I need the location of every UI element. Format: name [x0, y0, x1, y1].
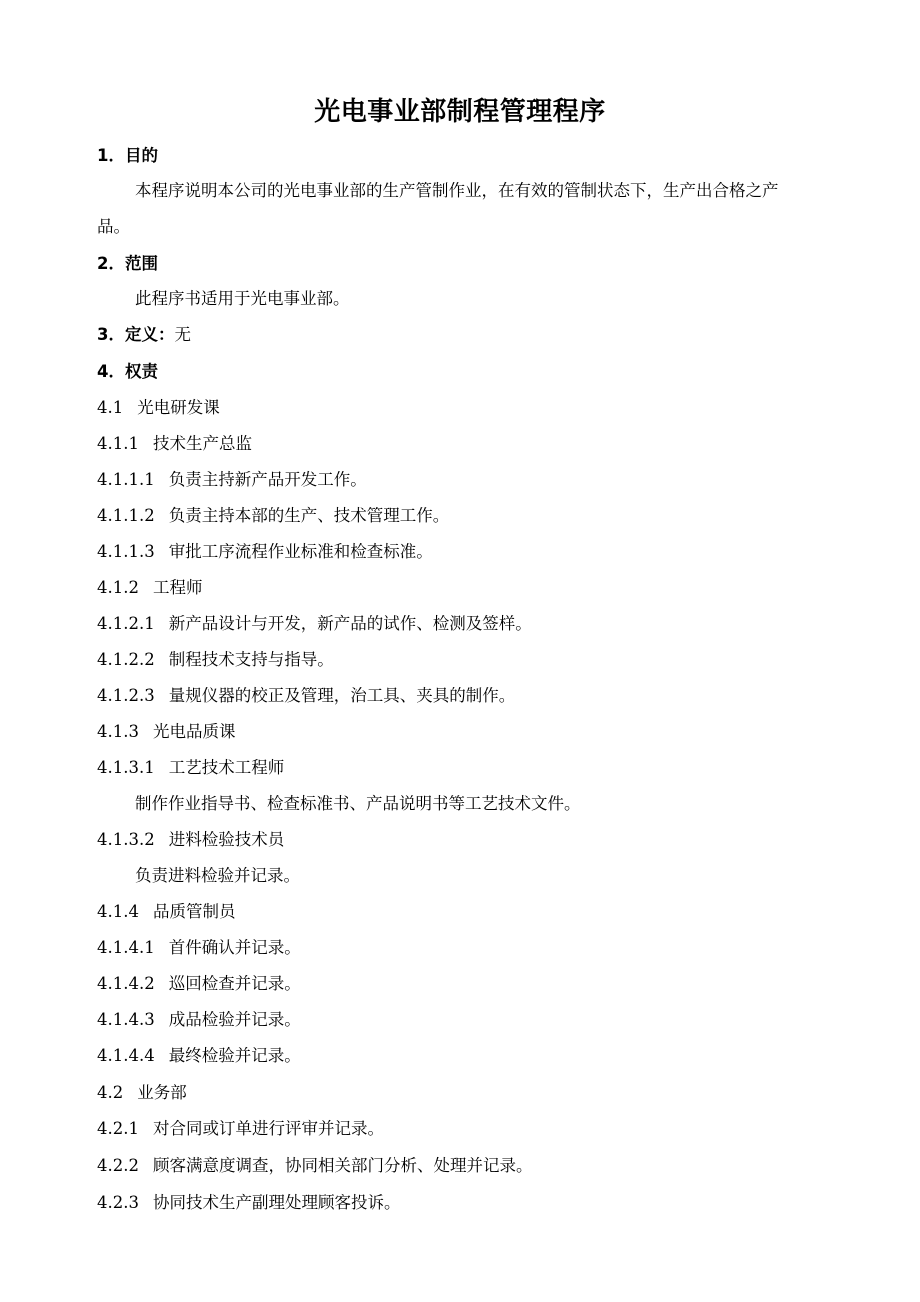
list-item — [97, 901, 235, 923]
list-item-description: 负责进料检验并记录。 — [135, 866, 300, 885]
item-number: 4.1.3 — [97, 722, 139, 741]
item-number: 4.1.2.1 — [97, 614, 155, 633]
list-item — [97, 649, 334, 671]
item-text: 制程技术支持与指导。 — [168, 650, 334, 669]
item-number: 4.1.2 — [97, 578, 139, 597]
list-item — [97, 685, 515, 707]
item-number: 4.1.4.4 — [97, 1046, 155, 1065]
list-item — [97, 1045, 301, 1067]
item-number: 4.1.4 — [97, 902, 139, 921]
list-item-description: 制作作业指导书、检查标准书、产品说明书等工艺技术文件。 — [135, 794, 581, 813]
section-2-body: 此程序书适用于光电事业部。 — [135, 289, 350, 308]
list-item — [97, 397, 220, 419]
item-text: 顾客满意度调查，协同相关部门分析、处理并记录。 — [152, 1156, 533, 1175]
item-text: 技术生产总监 — [152, 434, 252, 453]
section-2-heading: 2．范围 — [97, 254, 158, 273]
list-item — [97, 1192, 400, 1214]
section-3-heading: 3．定义： — [97, 325, 175, 344]
item-text: 进料检验技术员 — [168, 830, 285, 849]
item-number: 4.1.1.1 — [97, 470, 155, 489]
item-text: 协同技术生产副理处理顾客投诉。 — [152, 1193, 401, 1212]
item-text: 巡回检查并记录。 — [168, 974, 301, 993]
item-text: 负责主持新产品开发工作。 — [168, 470, 367, 489]
item-number: 4.1 — [97, 398, 124, 417]
item-number: 4.1.3.2 — [97, 830, 155, 849]
item-text: 量规仪器的校正及管理，治工具、夹具的制作。 — [168, 686, 516, 705]
item-number: 4.2.2 — [97, 1156, 139, 1175]
list-item — [97, 433, 252, 455]
list-item — [97, 541, 433, 563]
item-text: 光电品质课 — [152, 722, 236, 741]
section-1-heading: 1．目的 — [97, 146, 158, 165]
document-title: 光电事业部制程管理程序 — [314, 97, 606, 127]
item-text: 新产品设计与开发，新产品的试作、检测及签样。 — [168, 614, 532, 633]
list-item — [97, 721, 235, 743]
item-number: 4.1.2.2 — [97, 650, 155, 669]
item-text: 品质管制员 — [152, 902, 236, 921]
list-item — [97, 937, 301, 959]
item-number: 4.2.3 — [97, 1193, 139, 1212]
section-3-value: 无 — [174, 325, 191, 344]
list-item — [97, 613, 532, 635]
list-item — [97, 577, 202, 599]
list-item — [97, 505, 449, 527]
item-text: 最终检验并记录。 — [168, 1046, 301, 1065]
item-text: 审批工序流程作业标准和检查标准。 — [168, 542, 433, 561]
section-1-body-line-1: 本程序说明本公司的光电事业部的生产管制作业，在有效的管制状态下，生产出合格之产 — [135, 181, 779, 200]
item-number: 4.1.3.1 — [97, 758, 155, 777]
item-text: 工艺技术工程师 — [168, 758, 285, 777]
item-number: 4.1.1.2 — [97, 506, 155, 525]
item-number: 4.1.4.2 — [97, 974, 155, 993]
item-text: 首件确认并记录。 — [168, 938, 301, 957]
item-number: 4.1.1 — [97, 434, 139, 453]
list-item — [97, 757, 284, 779]
list-item — [97, 1118, 384, 1140]
item-text: 负责主持本部的生产、技术管理工作。 — [168, 506, 450, 525]
item-number: 4.1.4.3 — [97, 1010, 155, 1029]
item-number: 4.2.1 — [97, 1119, 139, 1138]
section-3-line — [97, 324, 191, 346]
item-text: 对合同或订单进行评审并记录。 — [152, 1119, 384, 1138]
list-item — [97, 469, 367, 491]
item-text: 光电研发课 — [137, 398, 220, 417]
list-item — [97, 1082, 187, 1104]
list-item — [97, 1009, 301, 1031]
list-item — [97, 829, 284, 851]
item-number: 4.1.4.1 — [97, 938, 155, 957]
list-item — [97, 973, 301, 995]
item-text: 工程师 — [152, 578, 203, 597]
item-text: 业务部 — [137, 1083, 187, 1102]
list-item — [97, 1155, 532, 1177]
item-number: 4.1.2.3 — [97, 686, 155, 705]
section-4-heading: 4．权责 — [97, 362, 158, 381]
section-1-body-line-2: 品。 — [97, 217, 130, 236]
item-number: 4.2 — [97, 1083, 124, 1102]
item-text: 成品检验并记录。 — [168, 1010, 301, 1029]
item-number: 4.1.1.3 — [97, 542, 155, 561]
